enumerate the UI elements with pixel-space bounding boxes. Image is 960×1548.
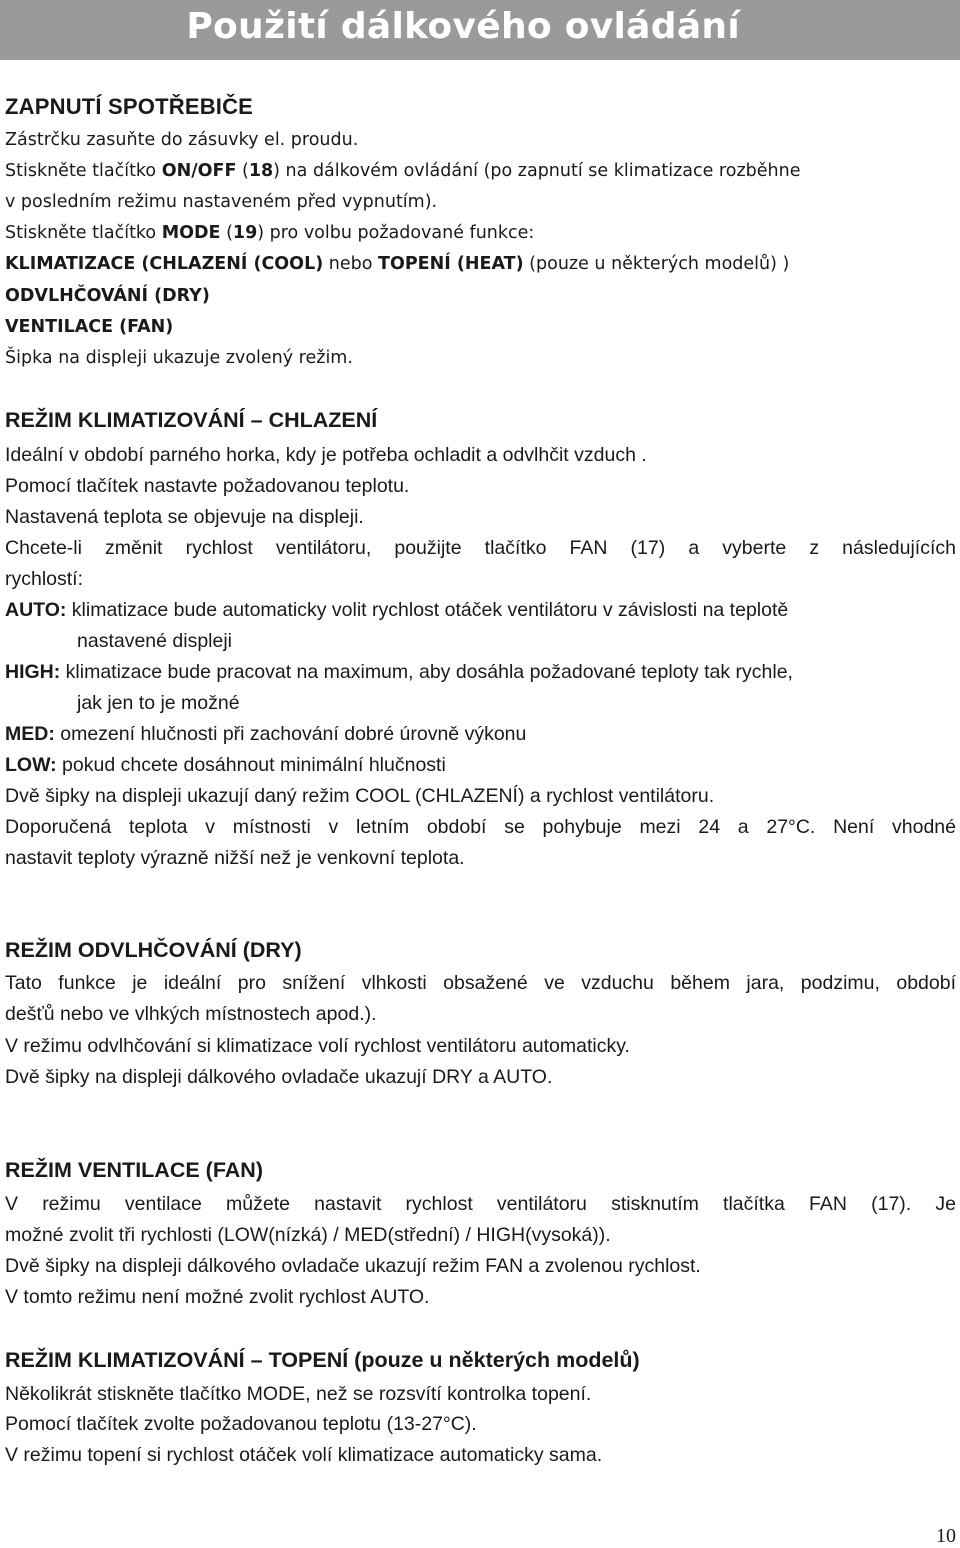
page-title: Použití dálkového ovládání <box>186 6 740 47</box>
paragraph-line: V tomto režimu není možné zvolit rychlost AUTO. <box>5 1286 430 1308</box>
paragraph-line: V režimu topení si rychlost otáček volí klimatizace automaticky sama. <box>5 1444 603 1466</box>
dry-mode-label: ODVLHČOVÁNÍ (DRY) <box>5 286 210 306</box>
paragraph-line: Dvě šipky na displeji dálkového ovladače ukazují DRY a AUTO. <box>5 1066 553 1088</box>
high-label: HIGH: <box>5 661 61 683</box>
cool-mode-label: KLIMATIZACE (CHLAZENÍ (COOL) <box>5 254 324 274</box>
auto-label: AUTO: <box>5 599 67 621</box>
text: ) na dálkovém ovládání (po zapnutí se klimatizace rozběhne <box>273 161 801 181</box>
low-label: LOW: <box>5 754 57 776</box>
text: Stiskněte tlačítko <box>5 161 162 181</box>
onoff-label: ON/OFF <box>161 161 237 181</box>
button-number: 19 <box>232 223 258 243</box>
section-heading-cooling: REŽIM KLIMATIZOVÁNÍ – CHLAZENÍ <box>5 408 378 432</box>
paragraph-line: Pomocí tlačítek nastavte požadovanou teplotu. <box>5 475 410 497</box>
paragraph-line: Několikrát stiskněte tlačítko MODE, než se rozsvítí kontrolka topení. <box>5 1383 592 1405</box>
paragraph-line <box>5 225 534 243</box>
fan-mode-label: VENTILACE (FAN) <box>5 317 174 337</box>
paragraph-line: nastavené displeji <box>77 630 233 652</box>
paragraph-line: v posledním režimu nastaveném před vypnutím). <box>5 192 438 212</box>
paragraph-line: Pomocí tlačítek zvolte požadovanou teplotu (13-27°C). <box>5 1413 477 1435</box>
section-heading-fan: REŽIM VENTILACE (FAN) <box>5 1158 263 1182</box>
paragraph-line: jak jen to je možné <box>77 692 240 714</box>
text: ( <box>220 223 233 243</box>
heat-mode-label: TOPENÍ (HEAT) <box>378 254 524 274</box>
paragraph-line: Doporučená teplota v místnosti v letním období se pohybuje mezi 24 a 27°C. Není vhodné <box>5 816 956 838</box>
text: nebo <box>323 254 379 274</box>
paragraph-line: nastavit teploty výrazně nižší než je venkovní teplota. <box>5 847 465 869</box>
header-banner <box>0 0 960 60</box>
section-heading-heating: REŽIM KLIMATIZOVÁNÍ – TOPENÍ (pouze u některých modelů) <box>5 1348 640 1372</box>
text: pokud chcete dosáhnout minimální hlučnosti <box>56 754 446 776</box>
fan-speed-high <box>5 663 793 683</box>
paragraph-line <box>5 256 789 274</box>
med-label: MED: <box>5 723 55 745</box>
paragraph-line: Zástrčku zasuňte do zásuvky el. proudu. <box>5 130 359 150</box>
section-heading-dry: REŽIM ODVLHČOVÁNÍ (DRY) <box>5 938 302 962</box>
paragraph-line: Nastavená teplota se objevuje na displeji. <box>5 506 364 528</box>
paragraph-line: Dvě šipky na displeji ukazují daný režim COOL (CHLAZENÍ) a rychlost ventilátoru. <box>5 785 715 807</box>
section-heading-power-on: ZAPNUTÍ SPOTŘEBIČE <box>5 94 254 119</box>
text: klimatizace bude automaticky volit rychlost otáček ventilátoru v závislosti na teplotě <box>66 599 789 621</box>
text: (pouze u některých modelů) ) <box>523 254 790 274</box>
button-number: 18 <box>248 161 274 181</box>
paragraph-line <box>5 163 800 181</box>
paragraph-line: Dvě šipky na displeji dálkového ovladače ukazují režim FAN a zvolenou rychlost. <box>5 1255 701 1277</box>
text: omezení hlučnosti při zachování dobré úrovně výkonu <box>54 723 527 745</box>
paragraph-line: Ideální v období parného horka, kdy je potřeba ochladit a odvlhčit vzduch . <box>5 444 647 466</box>
fan-speed-low <box>5 756 446 776</box>
text: Stiskněte tlačítko <box>5 223 162 243</box>
paragraph-line: rychlostí: <box>5 568 84 590</box>
paragraph-line: V režimu ventilace můžete nastavit rychlost ventilátoru stisknutím tlačítka FAN (17). Je <box>5 1193 956 1215</box>
text: ( <box>236 161 249 181</box>
paragraph-line: možné zvolit tři rychlosti (LOW(nízká) / MED(střední) / HIGH(vysoká)). <box>5 1224 611 1246</box>
mode-label: MODE <box>161 223 221 243</box>
text: ) pro volbu požadované funkce: <box>257 223 535 243</box>
page-number: 10 <box>936 1525 956 1547</box>
fan-speed-med <box>5 725 526 745</box>
paragraph-line: V režimu odvlhčování si klimatizace volí rychlost ventilátoru automaticky. <box>5 1035 630 1057</box>
paragraph-line: Tato funkce je ideální pro snížení vlhkosti obsažené ve vzduchu během jara, podzimu, období <box>5 972 956 994</box>
fan-speed-auto <box>5 601 788 621</box>
paragraph-line: Šipka na displeji ukazuje zvolený režim. <box>5 348 353 368</box>
text: klimatizace bude pracovat na maximum, aby dosáhla požadované teploty tak rychle, <box>60 661 793 683</box>
paragraph-line: dešťů nebo ve vlhkých místnostech apod.). <box>5 1003 377 1025</box>
paragraph-line: Chcete-li změnit rychlost ventilátoru, použijte tlačítko FAN (17) a vyberte z následujících <box>5 537 956 559</box>
